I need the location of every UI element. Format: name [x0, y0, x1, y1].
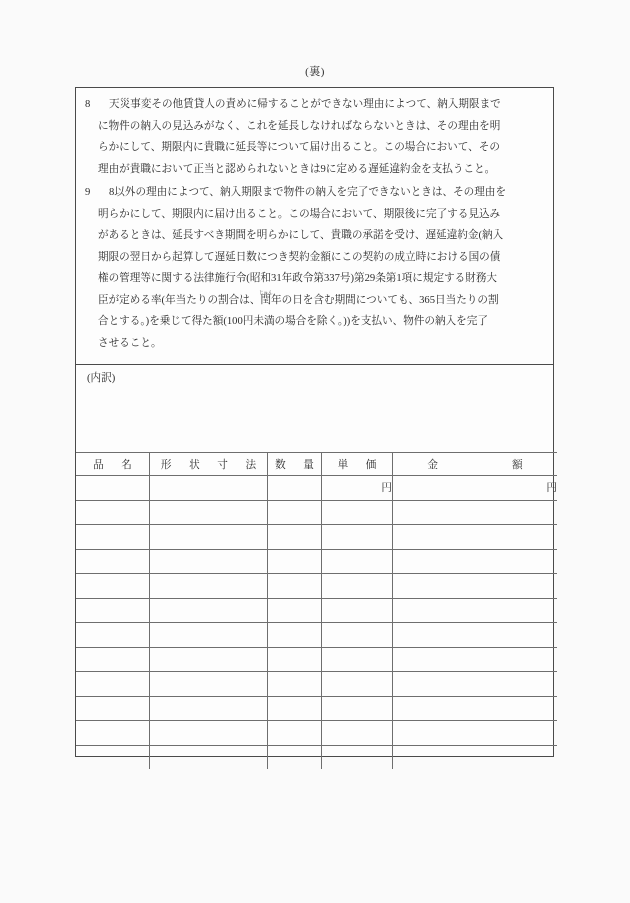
clause-9-line-2 [85, 204, 544, 226]
table-row [76, 500, 557, 525]
cell-amount[interactable] [393, 500, 558, 525]
clause-9-text-line-4: 期限の翌日から起算して遅延日数につき契約金額にこの契約の成立時における国の債 [98, 251, 501, 263]
clause-9-text-line-8: させること。 [98, 337, 162, 349]
cell-quantity[interactable] [268, 574, 322, 599]
cell-amount[interactable]: 円 [393, 476, 558, 501]
table-row [76, 672, 557, 697]
cell-amount[interactable] [393, 721, 558, 746]
clause-8-line-4 [85, 159, 544, 181]
cell-item-name[interactable] [76, 500, 150, 525]
clause-9-text-line-6-part-b: 年の日を含む期間についても、365日当たりの割 [271, 294, 499, 306]
clause-item-9 [85, 182, 544, 354]
clause-9-text-line-1: 8以外の理由によつて、納入期限まで物件の納入を完了できないときは、その理由を [109, 187, 507, 198]
clause-9-line-3 [85, 225, 544, 247]
items-table-body [76, 476, 557, 770]
cell-quantity[interactable] [268, 525, 322, 550]
cell-unit-price[interactable] [322, 647, 393, 672]
cell-quantity[interactable] [268, 549, 322, 574]
cell-unit-price[interactable]: 円 [322, 476, 393, 501]
cell-amount[interactable] [393, 574, 558, 599]
cell-spec[interactable] [150, 745, 268, 769]
cell-quantity[interactable] [268, 721, 322, 746]
items-table-header-row [76, 453, 557, 476]
clause-8-line-1 [85, 94, 544, 116]
cell-spec[interactable] [150, 549, 268, 574]
table-row [76, 623, 557, 648]
column-header-quantity: 数 量 [268, 453, 322, 476]
clause-9-text-line-5: 権の管理等に関する法律施行令(昭和31年政令第337号)第29条第1項に規定する財務大 [98, 273, 498, 284]
clause-9-line-1 [85, 182, 544, 204]
clause-8-number: 8 [85, 99, 91, 110]
cell-item-name[interactable] [76, 525, 150, 550]
cell-item-name[interactable] [76, 647, 150, 672]
table-row [76, 696, 557, 721]
cell-spec[interactable] [150, 476, 268, 501]
clause-8-text-line-3: らかにして、期限内に貴職に延長等について届け出ること。この場合において、その [98, 142, 500, 153]
clause-9-line-6 [85, 290, 544, 312]
cell-spec[interactable] [150, 672, 268, 697]
column-header-unit-price: 単 価 [322, 453, 393, 476]
cell-amount[interactable] [393, 525, 558, 550]
items-table-head [76, 453, 557, 476]
cell-quantity[interactable] [268, 672, 322, 697]
column-header-amount: 金 額 [393, 453, 558, 476]
table-row [76, 525, 557, 550]
cell-item-name[interactable] [76, 574, 150, 599]
cell-amount[interactable] [393, 549, 558, 574]
cell-spec[interactable] [150, 721, 268, 746]
clause-9-number: 9 [85, 187, 91, 198]
document-frame [75, 87, 557, 757]
cell-spec[interactable] [150, 500, 268, 525]
cell-unit-price[interactable] [322, 721, 393, 746]
cell-unit-price[interactable] [322, 500, 393, 525]
cell-unit-price[interactable] [322, 574, 393, 599]
clause-item-8 [85, 94, 544, 180]
cell-spec[interactable] [150, 574, 268, 599]
clause-9-text-line-6-part-a: 臣が定める率(年当たりの割合は、 [98, 294, 261, 306]
clause-8-text-line-1: 天災事変その他賃貸人の責めに帰することができない理由によつて、納入期限まで [109, 99, 501, 110]
cell-item-name[interactable] [76, 623, 150, 648]
cell-spec[interactable] [150, 647, 268, 672]
breakdown-section [76, 364, 553, 452]
cell-item-name[interactable] [76, 476, 150, 501]
cell-quantity[interactable] [268, 598, 322, 623]
page-side-label: (裏) [305, 66, 325, 78]
cell-unit-price[interactable] [322, 696, 393, 721]
cell-unit-price[interactable] [322, 549, 393, 574]
clause-9-text-line-2: 明らかにして、期限内に届け出ること。この場合において、期限後に完了する見込み [98, 208, 501, 220]
table-row [76, 745, 557, 769]
cell-quantity[interactable] [268, 745, 322, 769]
cell-quantity[interactable] [268, 623, 322, 648]
cell-spec[interactable] [150, 623, 268, 648]
clause-list [76, 88, 553, 354]
cell-unit-price[interactable] [322, 672, 393, 697]
cell-spec[interactable] [150, 598, 268, 623]
cell-item-name[interactable] [76, 672, 150, 697]
clause-9-line-4 [85, 247, 544, 269]
ruby-annotated-kanji [258, 289, 273, 306]
cell-amount[interactable] [393, 696, 558, 721]
clause-8-text-line-4: 理由が貴職において正当と認められないときは9に定める遅延違約金を支払うこと。 [98, 163, 496, 175]
clause-8-text-line-2: に物件の納入の見込みがなく、これを延長しなければならないときは、その理由を明 [98, 120, 501, 132]
cell-item-name[interactable] [76, 745, 150, 769]
table-row [76, 647, 557, 672]
table-row [76, 476, 557, 501]
table-row [76, 598, 557, 623]
table-row [76, 549, 557, 574]
cell-amount[interactable] [393, 745, 558, 769]
cell-item-name[interactable] [76, 598, 150, 623]
cell-amount[interactable] [393, 672, 558, 697]
cell-item-name[interactable] [76, 696, 150, 721]
clause-9-line-7 [85, 311, 544, 333]
cell-spec[interactable] [150, 696, 268, 721]
ruby-furigana-text: じゅん [258, 289, 273, 295]
cell-amount[interactable] [393, 598, 558, 623]
clause-9-text-line-7: 合とする。)を乗じて得た額(100円未満の場合を除く。))を支払い、物件の納入を完了 [98, 316, 488, 327]
clause-8-line-2 [85, 116, 544, 138]
table-row [76, 721, 557, 746]
column-header-item-name: 品 名 [76, 453, 150, 476]
clause-8-line-3 [85, 137, 544, 159]
clause-9-line-5 [85, 268, 544, 290]
clause-9-line-8 [85, 333, 544, 355]
breakdown-label: (内訳) [87, 373, 116, 384]
clause-9-text-line-3: があるときは、延長すべき期間を明らかにして、貴職の承諾を受け、遅延違約金(納入 [98, 230, 504, 241]
cell-quantity[interactable] [268, 476, 322, 501]
items-table [76, 452, 557, 769]
cell-spec[interactable] [150, 525, 268, 550]
ruby-base-kanji: 閏 [258, 294, 273, 306]
cell-unit-price[interactable] [322, 745, 393, 769]
cell-unit-price[interactable] [322, 598, 393, 623]
cell-unit-price[interactable] [322, 525, 393, 550]
cell-amount[interactable] [393, 647, 558, 672]
column-header-spec: 形 状 寸 法 [150, 453, 268, 476]
cell-unit-price[interactable] [322, 623, 393, 648]
cell-amount[interactable] [393, 623, 558, 648]
table-row [76, 574, 557, 599]
cell-quantity[interactable] [268, 500, 322, 525]
cell-quantity[interactable] [268, 696, 322, 721]
cell-item-name[interactable] [76, 549, 150, 574]
cell-quantity[interactable] [268, 647, 322, 672]
cell-item-name[interactable] [76, 721, 150, 746]
